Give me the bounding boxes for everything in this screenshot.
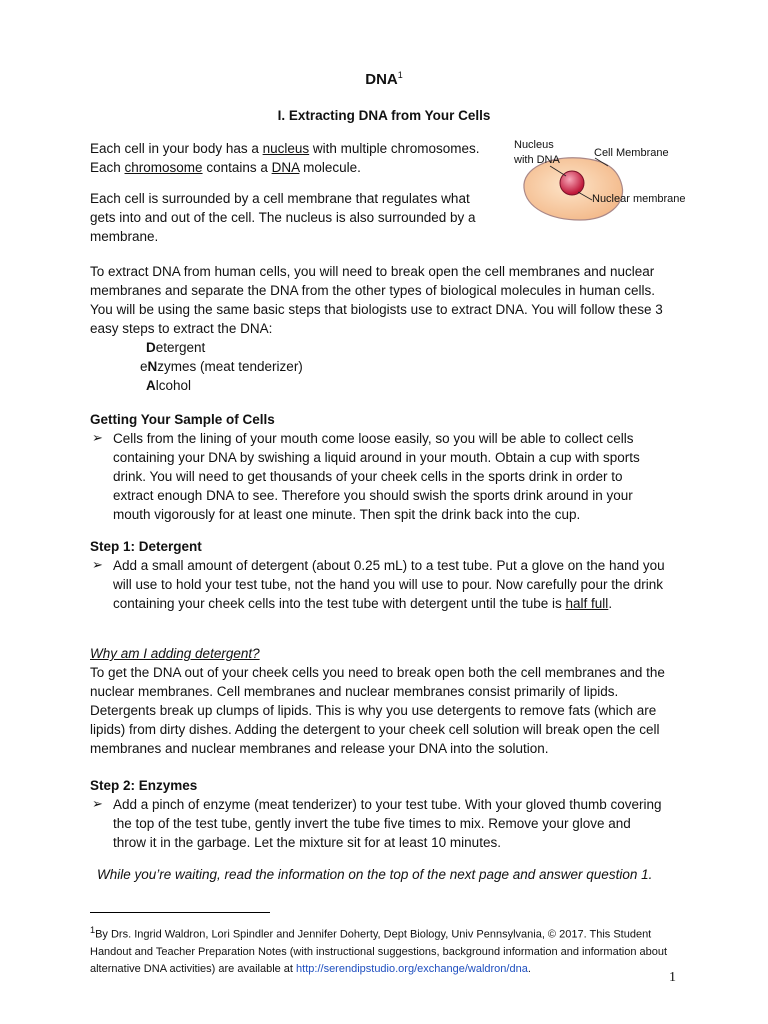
term-nucleus: nucleus (262, 141, 310, 156)
footnote-divider (90, 912, 270, 913)
step-enzymes (140, 357, 440, 376)
title-footnote-ref: 1 (397, 70, 403, 80)
intro-paragraph-2: Each cell is surrounded by a cell membrane that regulates what gets into and out of the cell. The nucleus is also surrounded by a membrane. (90, 191, 476, 244)
bullet-arrow-icon: ➢ (92, 557, 103, 572)
steps-list (140, 338, 440, 395)
step-rest: zymes (meat tenderizer) (157, 359, 303, 374)
step2-text: Add a pinch of enzyme (meat tenderizer) to your test tube. With your gloved thumb covering the top of the test tube, gently invert the tube five times to mix. Remove your glove and throw it in the garbage. Let the mixture sit for at least 10 minutes. (113, 797, 662, 850)
text: contains a (202, 160, 272, 175)
step-initial: D (146, 340, 156, 355)
step-rest: etergent (155, 340, 206, 355)
step-alcohol (140, 376, 440, 395)
waiting-note: While you’re waiting, read the information on the top of the next page and answer question 1. (97, 867, 653, 882)
footnote (90, 922, 680, 978)
why-heading: Why am I adding detergent? (90, 646, 260, 661)
text: . (608, 596, 613, 611)
term-chromosome: chromosome (124, 160, 203, 175)
sample-text: Cells from the lining of your mouth come loose easily, so you will be able to collect cells containing your DNA by swishing a liquid around in your mouth. Obtain a cup with sports drink. You will need to get thousands of your cheek cells in the sports drink in order to extract enough DNA to see. Therefore you should swish the sports drink around in your mouth vigorously for at least one minute. Then spit the drink back into the cup. (113, 431, 640, 522)
footnote-number: 1 (90, 925, 96, 935)
text: Each (90, 160, 125, 175)
bullet-arrow-icon: ➢ (92, 796, 103, 811)
cell-diagram (510, 138, 700, 228)
title-text: DNA (365, 71, 398, 88)
section-heading: I. Extracting DNA from Your Cells (277, 108, 491, 123)
figure-label-nuclear-membrane: Nuclear membrane (592, 193, 686, 205)
text: molecule. (299, 160, 361, 175)
bullet-arrow-icon: ➢ (92, 430, 103, 445)
heading-step2: Step 2: Enzymes (90, 778, 198, 793)
footnote-text: By Drs. Ingrid Waldron, Lori Spindler and Jennifer Doherty, Dept Biology, Univ Pennsylvania, © 2017. This Student Handout and Teacher Preparation Notes (with instructional suggestions, background information and information about alternative DNA activities) are available at (90, 928, 668, 975)
term-dna: DNA (271, 160, 300, 175)
step-pre: e (140, 359, 148, 374)
text: . (527, 962, 531, 975)
page-number: 1 (669, 970, 676, 985)
step-rest: lcohol (155, 378, 192, 393)
step-initial: N (147, 359, 158, 374)
heading-step1: Step 1: Detergent (90, 539, 202, 554)
text: with multiple chromosomes. (309, 141, 480, 156)
figure-label-nucleus: Nucleus (514, 139, 554, 151)
figure-label-with-dna: with DNA (514, 154, 560, 166)
figure-label-cell-membrane: Cell Membrane (594, 147, 669, 159)
heading-sample: Getting Your Sample of Cells (90, 412, 275, 427)
step-initial: A (146, 378, 156, 393)
half-full-emphasis: half full (565, 596, 609, 611)
text: Add a small amount of detergent (about 0.25 mL) to a test tube. Put a glove on the hand you will use to hold your test tube, not the hand you will use to pour. Now carefully pour the drink containing your cheek cells into the test tube with detergent until the tube is (113, 558, 665, 611)
why-text: To get the DNA out of your cheek cells you need to break open both the cell membranes and the nuclear membranes. Cell membranes and nuclear membranes consist primarily of lipids. Detergents break up clumps of lipids. This is why you use detergents to remove fats (which are lipids) from dirty dishes. Adding the detergent to your cheek cell solution will break open the cell membranes and nuclear membranes and release your DNA into the solution. (90, 665, 665, 756)
footnote-link[interactable]: http://serendipstudio.org/exchange/waldron/dna (296, 962, 528, 975)
step-detergent (140, 338, 440, 357)
intro-paragraph-1 (90, 139, 500, 177)
paragraph-extract-dna: To extract DNA from human cells, you will need to break open the cell membranes and nuclear membranes and separate the DNA from the other types of biological molecules in human cells. You will be using the same basic steps that biologists use to extract DNA. You will follow these 3 easy steps to extract the DNA: (90, 264, 663, 336)
text: Each cell in your body has a (90, 141, 263, 156)
page-title (0, 70, 768, 88)
step1-text (113, 556, 665, 613)
